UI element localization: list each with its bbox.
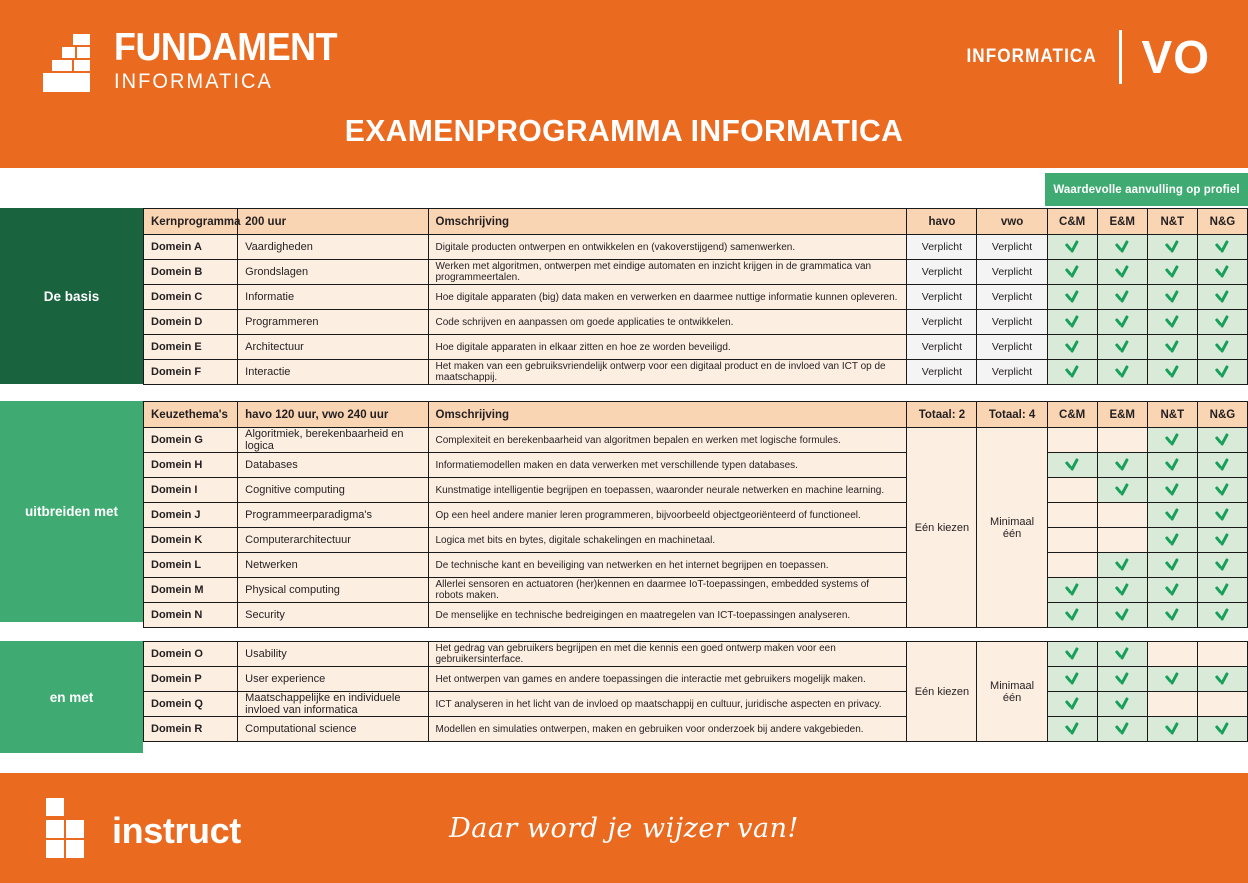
cell-domain-name: User experience [238, 667, 428, 692]
cell-profile-em [1097, 603, 1147, 628]
cell-havo-requirement: Verplicht [907, 360, 977, 385]
check-icon [1064, 365, 1080, 377]
cell-domain-code: Domein A [144, 235, 238, 260]
check-icon [1114, 722, 1130, 734]
table-header-row [144, 402, 1248, 428]
cell-domain-code: Domein K [144, 528, 238, 553]
check-icon [1114, 315, 1130, 327]
brand-title: FUNDAMENT [114, 26, 338, 69]
cell-domain-code: Domein N [144, 603, 238, 628]
cell-domain-name: Computerarchitectuur [238, 528, 428, 553]
cell-profile-nt [1147, 717, 1197, 742]
check-icon [1064, 647, 1080, 659]
cell-description: ICT analyseren in het licht van de invloed op maatschappij en cultuur, juridische aspecten en privacy. [428, 692, 907, 717]
table-row [144, 360, 1248, 385]
cell-profile-em [1097, 553, 1147, 578]
cell-domain-code: Domein Q [144, 692, 238, 717]
col-header-cm: C&M [1047, 209, 1097, 235]
cell-profile-nt [1147, 528, 1197, 553]
check-icon [1164, 483, 1180, 495]
header-level-label: VO [1141, 31, 1210, 83]
cell-domain-name: Grondslagen [238, 260, 428, 285]
check-icon [1114, 365, 1130, 377]
table-row [144, 578, 1248, 603]
cell-domain-code: Domein L [144, 553, 238, 578]
cell-domain-code: Domein F [144, 360, 238, 385]
cell-profile-em [1097, 578, 1147, 603]
check-icon [1064, 265, 1080, 277]
cell-profile-nt [1147, 553, 1197, 578]
check-icon [1064, 608, 1080, 620]
cell-profile-nt [1147, 478, 1197, 503]
brick-wall-icon [42, 32, 100, 94]
cell-profile-cm [1047, 235, 1097, 260]
cell-domain-name: Programmeren [238, 310, 428, 335]
cell-profile-nt [1147, 692, 1197, 717]
col-header-code: Keuzethema's [144, 402, 238, 428]
col-header-nt: N&T [1147, 402, 1197, 428]
cell-havo-requirement: Verplicht [907, 285, 977, 310]
table-row [144, 503, 1248, 528]
table-row [144, 235, 1248, 260]
check-icon [1164, 608, 1180, 620]
check-icon [1164, 433, 1180, 445]
cell-domain-name: Informatie [238, 285, 428, 310]
cell-profile-cm [1047, 360, 1097, 385]
cell-vwo-requirement: Verplicht [977, 260, 1047, 285]
check-icon [1214, 340, 1230, 352]
cell-description: De menselijke en technische bedreigingen en maatregelen van ICT-toepassingen analyseren. [428, 603, 907, 628]
cell-profile-ng [1197, 453, 1247, 478]
check-icon [1214, 722, 1230, 734]
table-row [144, 428, 1248, 453]
cell-profile-em [1097, 528, 1147, 553]
cell-profile-ng [1197, 717, 1247, 742]
check-icon [1214, 558, 1230, 570]
cell-profile-nt [1147, 360, 1197, 385]
check-icon [1214, 483, 1230, 495]
table-keuzethemas [143, 401, 1248, 628]
col-header-havo: havo [907, 209, 977, 235]
brand-subtitle: INFORMATICA [114, 70, 273, 93]
cell-profile-em [1097, 692, 1147, 717]
cell-profile-ng [1197, 692, 1247, 717]
cell-profile-ng [1197, 667, 1247, 692]
cell-havo-requirement: Verplicht [907, 235, 977, 260]
cell-profile-ng [1197, 528, 1247, 553]
cell-domain-name: Computational science [238, 717, 428, 742]
cell-domain-name: Programmeerparadigma's [238, 503, 428, 528]
check-icon [1064, 672, 1080, 684]
cell-description: Complexiteit en berekenbaarheid van algoritmen bepalen en werken met logische formules. [428, 428, 907, 453]
cell-profile-em [1097, 667, 1147, 692]
cell-havo-requirement: Verplicht [907, 335, 977, 360]
check-icon [1114, 240, 1130, 252]
table-row [144, 553, 1248, 578]
header-subject-label: INFORMATICA [966, 46, 1097, 67]
check-icon [1114, 340, 1130, 352]
cell-description: Het ontwerpen van games en andere toepassingen die interactie met gebruikers mogelijk maken. [428, 667, 907, 692]
check-icon [1114, 558, 1130, 570]
table-row [144, 310, 1248, 335]
cell-profile-em [1097, 717, 1147, 742]
check-icon [1064, 240, 1080, 252]
cell-profile-ng [1197, 578, 1247, 603]
cell-profile-cm [1047, 642, 1097, 667]
check-icon [1164, 458, 1180, 470]
check-icon [1214, 290, 1230, 302]
check-icon [1214, 433, 1230, 445]
cell-profile-nt [1147, 453, 1197, 478]
table-row [144, 717, 1248, 742]
cell-domain-name: Security [238, 603, 428, 628]
table-row [144, 453, 1248, 478]
col-header-cm: C&M [1047, 402, 1097, 428]
cell-havo-requirement: Verplicht [907, 260, 977, 285]
cell-profile-nt [1147, 503, 1197, 528]
cell-profile-cm [1047, 578, 1097, 603]
cell-vwo-requirement: Minimaal één [977, 428, 1047, 628]
cell-profile-nt [1147, 285, 1197, 310]
check-icon [1164, 290, 1180, 302]
cell-domain-name: Algoritmiek, berekenbaarheid en logica [238, 428, 428, 453]
check-icon [1164, 722, 1180, 734]
cell-domain-code: Domein D [144, 310, 238, 335]
cell-profile-ng [1197, 260, 1247, 285]
cell-profile-em [1097, 360, 1147, 385]
page-title: EXAMENPROGRAMMA INFORMATICA [344, 113, 904, 148]
table-block-keuzethemas [0, 401, 1248, 622]
check-icon [1114, 583, 1130, 595]
cell-vwo-requirement: Minimaal één [977, 642, 1047, 742]
table-body-enmet [144, 642, 1248, 742]
cell-profile-ng [1197, 642, 1247, 667]
check-icon [1214, 672, 1230, 684]
cell-profile-em [1097, 235, 1147, 260]
page-header [0, 0, 1248, 168]
cell-vwo-requirement: Verplicht [977, 360, 1047, 385]
cell-domain-name: Databases [238, 453, 428, 478]
table-row [144, 478, 1248, 503]
cell-description: Hoe digitale apparaten (big) data maken en verwerken en daarmee nuttige informatie kunnen opleveren. [428, 285, 907, 310]
check-icon [1214, 508, 1230, 520]
cell-description: Code schrijven en aanpassen om goede applicaties te ontwikkelen. [428, 310, 907, 335]
cell-profile-ng [1197, 285, 1247, 310]
cell-domain-code: Domein I [144, 478, 238, 503]
cell-domain-code: Domein P [144, 667, 238, 692]
cell-profile-cm [1047, 603, 1097, 628]
cell-profile-cm [1047, 310, 1097, 335]
check-icon [1164, 672, 1180, 684]
table-body-basis [144, 235, 1248, 385]
cell-profile-em [1097, 642, 1147, 667]
cell-profile-nt [1147, 310, 1197, 335]
table-row [144, 528, 1248, 553]
check-icon [1164, 365, 1180, 377]
check-icon [1164, 340, 1180, 352]
check-icon [1064, 697, 1080, 709]
table-row [144, 285, 1248, 310]
cell-description: Modellen en simulaties ontwerpen, maken en gebruiken voor onderzoek bij andere vakgebieden. [428, 717, 907, 742]
check-icon [1164, 240, 1180, 252]
cell-profile-cm [1047, 285, 1097, 310]
cell-profile-cm [1047, 503, 1097, 528]
cell-vwo-requirement: Verplicht [977, 235, 1047, 260]
table-block-enmet [0, 641, 1248, 753]
col-header-em: E&M [1097, 209, 1147, 235]
col-header-em: E&M [1097, 402, 1147, 428]
cell-profile-cm [1047, 428, 1097, 453]
cell-profile-nt [1147, 235, 1197, 260]
cell-domain-name: Usability [238, 642, 428, 667]
check-icon [1114, 483, 1130, 495]
header-right-group [952, 30, 1210, 84]
cell-profile-nt [1147, 603, 1197, 628]
check-icon [1164, 533, 1180, 545]
table-row [144, 692, 1248, 717]
cell-domain-code: Domein M [144, 578, 238, 603]
check-icon [1114, 697, 1130, 709]
table-header-row [144, 209, 1248, 235]
table-row [144, 667, 1248, 692]
cell-profile-em [1097, 503, 1147, 528]
instruct-wordmark: instruct [112, 810, 241, 851]
check-icon [1164, 315, 1180, 327]
check-icon [1214, 583, 1230, 595]
check-icon [1064, 583, 1080, 595]
table-body-keuzethemas [144, 428, 1248, 628]
cell-description: Allerlei sensoren en actuatoren (her)kennen en daarmee IoT-toepassingen, embedded systems of robots maken. [428, 578, 907, 603]
cell-profile-cm [1047, 260, 1097, 285]
col-header-ng: N&G [1197, 402, 1247, 428]
cell-profile-nt [1147, 428, 1197, 453]
check-icon [1214, 365, 1230, 377]
cell-description: Het maken van een gebruiksvriendelijk ontwerp voor een digitaal product en de invloed van ICT op de maatschappij. [428, 360, 907, 385]
check-icon [1114, 608, 1130, 620]
cell-profile-ng [1197, 235, 1247, 260]
cell-profile-nt [1147, 578, 1197, 603]
cell-description: Informatiemodellen maken en data verwerken met verschillende typen databases. [428, 453, 907, 478]
side-label-uitbreiden: uitbreiden met [0, 401, 143, 622]
col-header-name: 200 uur [238, 209, 428, 235]
profile-banner: Waardevolle aanvulling op profiel [1045, 173, 1248, 206]
check-icon [1064, 290, 1080, 302]
col-header-nt: N&T [1147, 209, 1197, 235]
check-icon [1164, 508, 1180, 520]
check-icon [1064, 722, 1080, 734]
cell-profile-cm [1047, 553, 1097, 578]
check-icon [1214, 608, 1230, 620]
cell-domain-code: Domein E [144, 335, 238, 360]
col-header-totaal-havo: Totaal: 2 [907, 402, 977, 428]
col-header-totaal-vwo: Totaal: 4 [977, 402, 1047, 428]
table-block-basis [0, 208, 1248, 384]
cell-domain-name: Vaardigheden [238, 235, 428, 260]
cell-description: Kunstmatige intelligentie begrijpen en toepassen, waaronder neurale netwerken en machine learning. [428, 478, 907, 503]
cell-profile-ng [1197, 478, 1247, 503]
cell-description: Werken met algoritmen, ontwerpen met eindige automaten en inzicht krijgen in de grammatica van programmeertalen. [428, 260, 907, 285]
cell-vwo-requirement: Verplicht [977, 310, 1047, 335]
col-header-ng: N&G [1197, 209, 1247, 235]
cell-domain-name: Architectuur [238, 335, 428, 360]
check-icon [1114, 265, 1130, 277]
cell-profile-ng [1197, 603, 1247, 628]
col-header-desc: Omschrijving [428, 209, 907, 235]
col-header-desc: Omschrijving [428, 402, 907, 428]
cell-domain-name: Netwerken [238, 553, 428, 578]
cell-profile-cm [1047, 692, 1097, 717]
cell-profile-nt [1147, 260, 1197, 285]
cell-havo-requirement: Eén kiezen [907, 428, 977, 628]
col-header-name: havo 120 uur, vwo 240 uur [238, 402, 428, 428]
cell-domain-code: Domein H [144, 453, 238, 478]
cell-profile-ng [1197, 310, 1247, 335]
cell-domain-name: Interactie [238, 360, 428, 385]
cell-profile-em [1097, 310, 1147, 335]
check-icon [1164, 558, 1180, 570]
cell-description: Hoe digitale apparaten in elkaar zitten en hoe ze worden beveiligd. [428, 335, 907, 360]
cell-description: De technische kant en beveiliging van netwerken en het internet begrijpen en toepassen. [428, 553, 907, 578]
table-row [144, 642, 1248, 667]
footer-tagline: Daar word je wijzer van! [449, 813, 799, 844]
cell-domain-name: Physical computing [238, 578, 428, 603]
cell-profile-em [1097, 285, 1147, 310]
cell-profile-nt [1147, 642, 1197, 667]
side-label-enmet: en met [0, 641, 143, 753]
check-icon [1064, 315, 1080, 327]
table-basis [143, 208, 1248, 385]
cell-profile-ng [1197, 428, 1247, 453]
brand-lockup [42, 28, 356, 94]
check-icon [1214, 240, 1230, 252]
vertical-divider [1119, 30, 1122, 84]
cell-domain-code: Domein G [144, 428, 238, 453]
cell-profile-cm [1047, 717, 1097, 742]
cell-profile-cm [1047, 528, 1097, 553]
cell-havo-requirement: Verplicht [907, 310, 977, 335]
cell-vwo-requirement: Verplicht [977, 285, 1047, 310]
check-icon [1114, 458, 1130, 470]
cell-domain-name: Cognitive computing [238, 478, 428, 503]
cell-profile-ng [1197, 503, 1247, 528]
side-label-basis: De basis [0, 208, 143, 384]
cell-profile-nt [1147, 335, 1197, 360]
col-header-code: Kernprogramma [144, 209, 238, 235]
cell-domain-code: Domein J [144, 503, 238, 528]
check-icon [1114, 647, 1130, 659]
cell-description: Logica met bits en bytes, digitale schakelingen en machinetaal. [428, 528, 907, 553]
cell-description: Digitale producten ontwerpen en ontwikkelen en (vakoverstijgend) samenwerken. [428, 235, 907, 260]
cell-profile-ng [1197, 335, 1247, 360]
check-icon [1214, 458, 1230, 470]
check-icon [1164, 583, 1180, 595]
check-icon [1114, 672, 1130, 684]
col-header-vwo: vwo [977, 209, 1047, 235]
cell-description: Het gedrag van gebruikers begrijpen en met die kennis een goed ontwerp maken voor een gebruikersinterface. [428, 642, 907, 667]
cell-profile-ng [1197, 553, 1247, 578]
check-icon [1064, 458, 1080, 470]
page-footer [0, 773, 1248, 883]
table-row [144, 260, 1248, 285]
cell-vwo-requirement: Verplicht [977, 335, 1047, 360]
cell-profile-cm [1047, 478, 1097, 503]
cell-profile-cm [1047, 453, 1097, 478]
cell-profile-em [1097, 453, 1147, 478]
check-icon [1214, 265, 1230, 277]
cell-domain-code: Domein O [144, 642, 238, 667]
cell-description: Op een heel andere manier leren programmeren, bijvoorbeeld objectgeoriënteerd of functioneel. [428, 503, 907, 528]
cell-profile-em [1097, 428, 1147, 453]
check-icon [1214, 533, 1230, 545]
cell-domain-name: Maatschappelijke en individuele invloed van informatica [238, 692, 428, 717]
table-enmet [143, 641, 1248, 742]
cell-profile-ng [1197, 360, 1247, 385]
cell-profile-nt [1147, 667, 1197, 692]
cell-domain-code: Domein R [144, 717, 238, 742]
cell-profile-em [1097, 260, 1147, 285]
check-icon [1114, 290, 1130, 302]
check-icon [1064, 340, 1080, 352]
cell-havo-requirement: Eén kiezen [907, 642, 977, 742]
cell-profile-cm [1047, 335, 1097, 360]
check-icon [1214, 315, 1230, 327]
cell-profile-em [1097, 335, 1147, 360]
cell-profile-em [1097, 478, 1147, 503]
table-row [144, 335, 1248, 360]
cell-domain-code: Domein B [144, 260, 238, 285]
table-row [144, 603, 1248, 628]
check-icon [1164, 265, 1180, 277]
cell-domain-code: Domein C [144, 285, 238, 310]
cell-profile-cm [1047, 667, 1097, 692]
